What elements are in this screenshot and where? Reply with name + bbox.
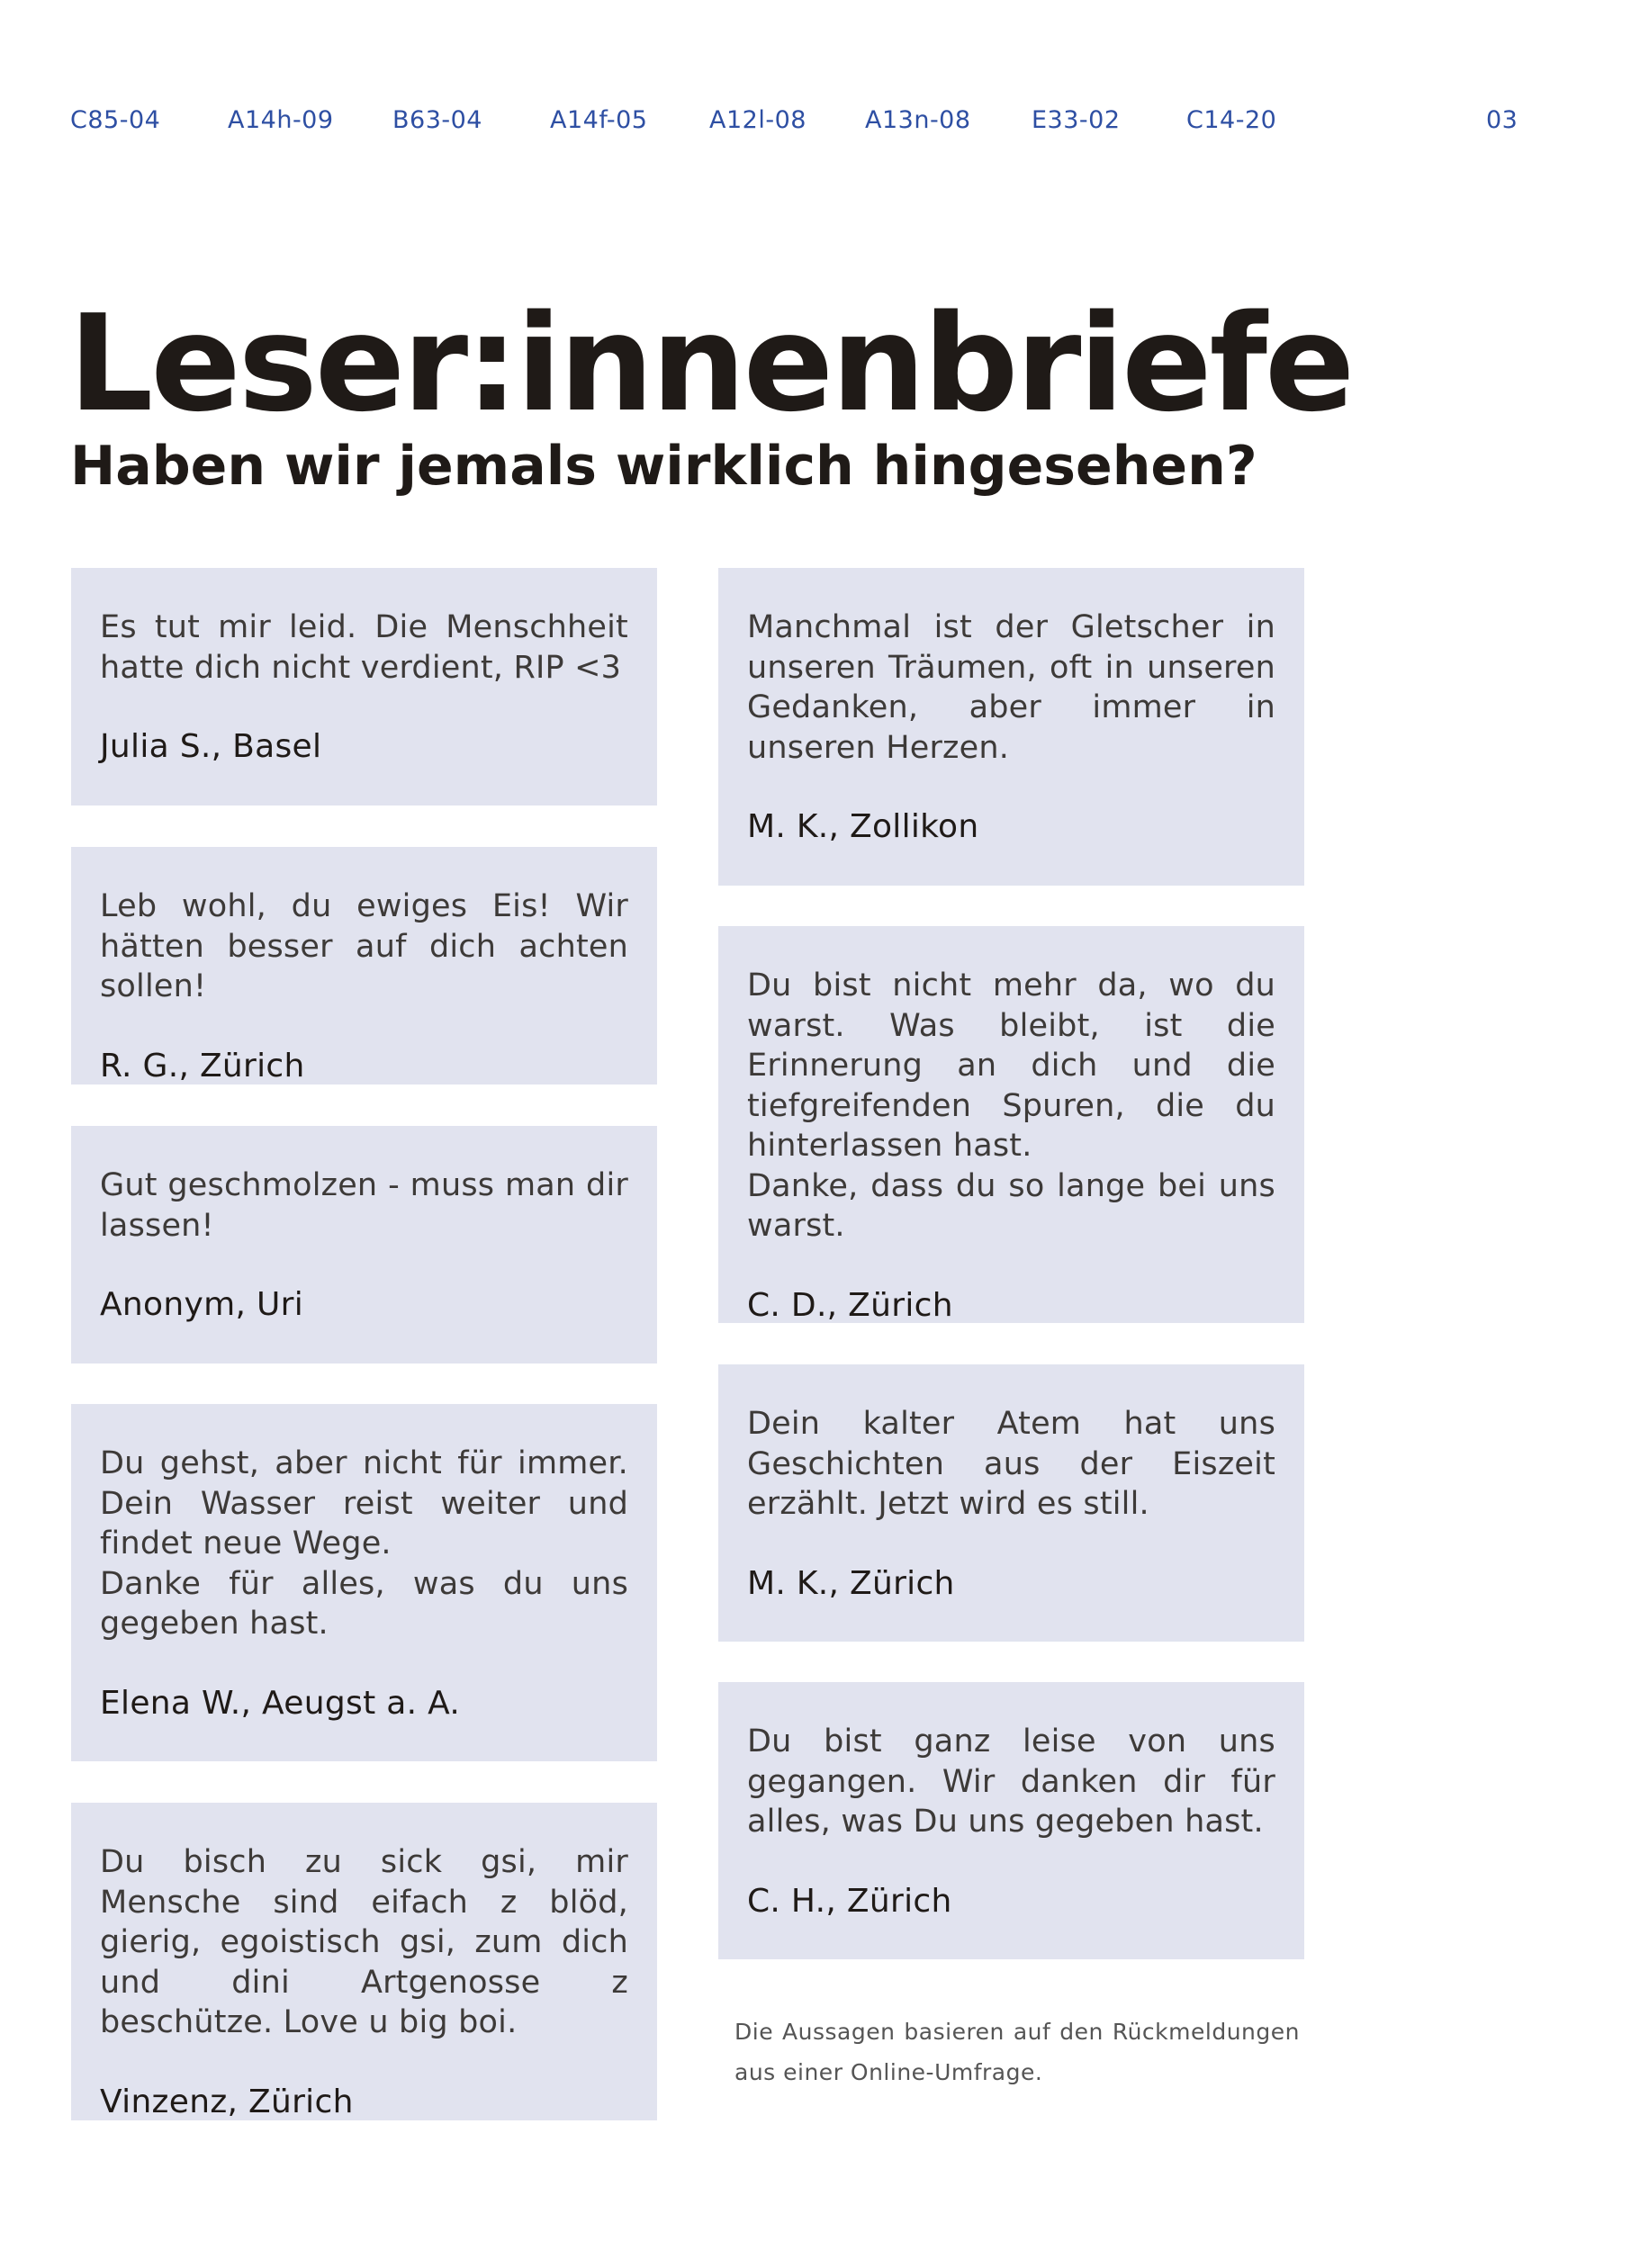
letter-card (71, 568, 657, 806)
letter-card (718, 926, 1304, 1323)
letter-quote: Du gehst, aber nicht für immer. Dein Wasser reist weiter und findet neue Wege. Danke für alles, was du uns gegeben hast. (100, 1445, 628, 1642)
header-code: C14-20 (1186, 106, 1277, 134)
letter-author: Elena W., Aeugst a. A. (100, 1684, 461, 1722)
page-subtitle: Haben wir jemals wirklich hingesehen? (70, 435, 1257, 498)
letter-card (718, 568, 1304, 886)
letter-author: Anonym, Uri (100, 1286, 303, 1323)
letter-card (71, 847, 657, 1084)
header-code: E33-02 (1032, 106, 1121, 134)
letter-quote: Du bisch zu sick gsi, mir Mensche sind eifach z blöd, gierig, egoistisch gsi, zum dich und dini Artgenosse z beschütze. Love u big boi. (100, 1844, 628, 2040)
page-number: 03 (1486, 106, 1518, 134)
header-code: B63-04 (392, 106, 482, 134)
header-code: A13n-08 (865, 106, 971, 134)
letter-author: C. H., Zürich (747, 1882, 952, 1920)
letter-card (71, 1126, 657, 1364)
letter-author: M. K., Zürich (747, 1564, 955, 1602)
letter-card (718, 1682, 1304, 1959)
letter-quote: Dein kalter Atem hat uns Geschichten aus der Eiszeit erzählt. Jetzt wird es still. (747, 1406, 1275, 1522)
letter-card (71, 1803, 657, 2120)
letter-quote: Leb wohl, du ewiges Eis! Wir hätten besser auf dich achten sollen! (100, 888, 628, 1004)
letter-card (718, 1364, 1304, 1642)
letter-quote: Gut geschmolzen - muss man dir lassen! (100, 1167, 628, 1244)
letter-author: R. G., Zürich (100, 1047, 305, 1084)
letter-author: Julia S., Basel (100, 728, 322, 765)
page-title: Leser:innenbriefe (68, 286, 1353, 441)
letter-author: M. K., Zollikon (747, 808, 979, 845)
header-code-bar (0, 106, 1631, 137)
letter-card (71, 1404, 657, 1761)
header-code: A14h-09 (228, 106, 334, 134)
header-code: C85-04 (70, 106, 161, 134)
footnote: Die Aussagen basieren auf den Rückmeldungen aus einer Online-Umfrage. (734, 2019, 1300, 2085)
letter-quote: Du bist nicht mehr da, wo du warst. Was bleibt, ist die Erinnerung an dich und die tiefgreifenden Spuren, die du hinterlassen hast. Danke, dass du so lange bei uns warst. (747, 968, 1275, 1244)
header-code: A14f-05 (550, 106, 648, 134)
letter-quote: Manchmal ist der Gletscher in unseren Träumen, oft in unseren Gedanken, aber immer in unseren Herzen. (747, 609, 1275, 766)
letter-author: Vinzenz, Zürich (100, 2083, 354, 2120)
letter-quote: Es tut mir leid. Die Menschheit hatte dich nicht verdient, RIP <3 (100, 609, 628, 686)
header-code: A12l-08 (709, 106, 806, 134)
letter-author: C. D., Zürich (747, 1286, 953, 1324)
letter-quote: Du bist ganz leise von uns gegangen. Wir danken dir für alles, was Du uns gegeben hast. (747, 1724, 1275, 1840)
